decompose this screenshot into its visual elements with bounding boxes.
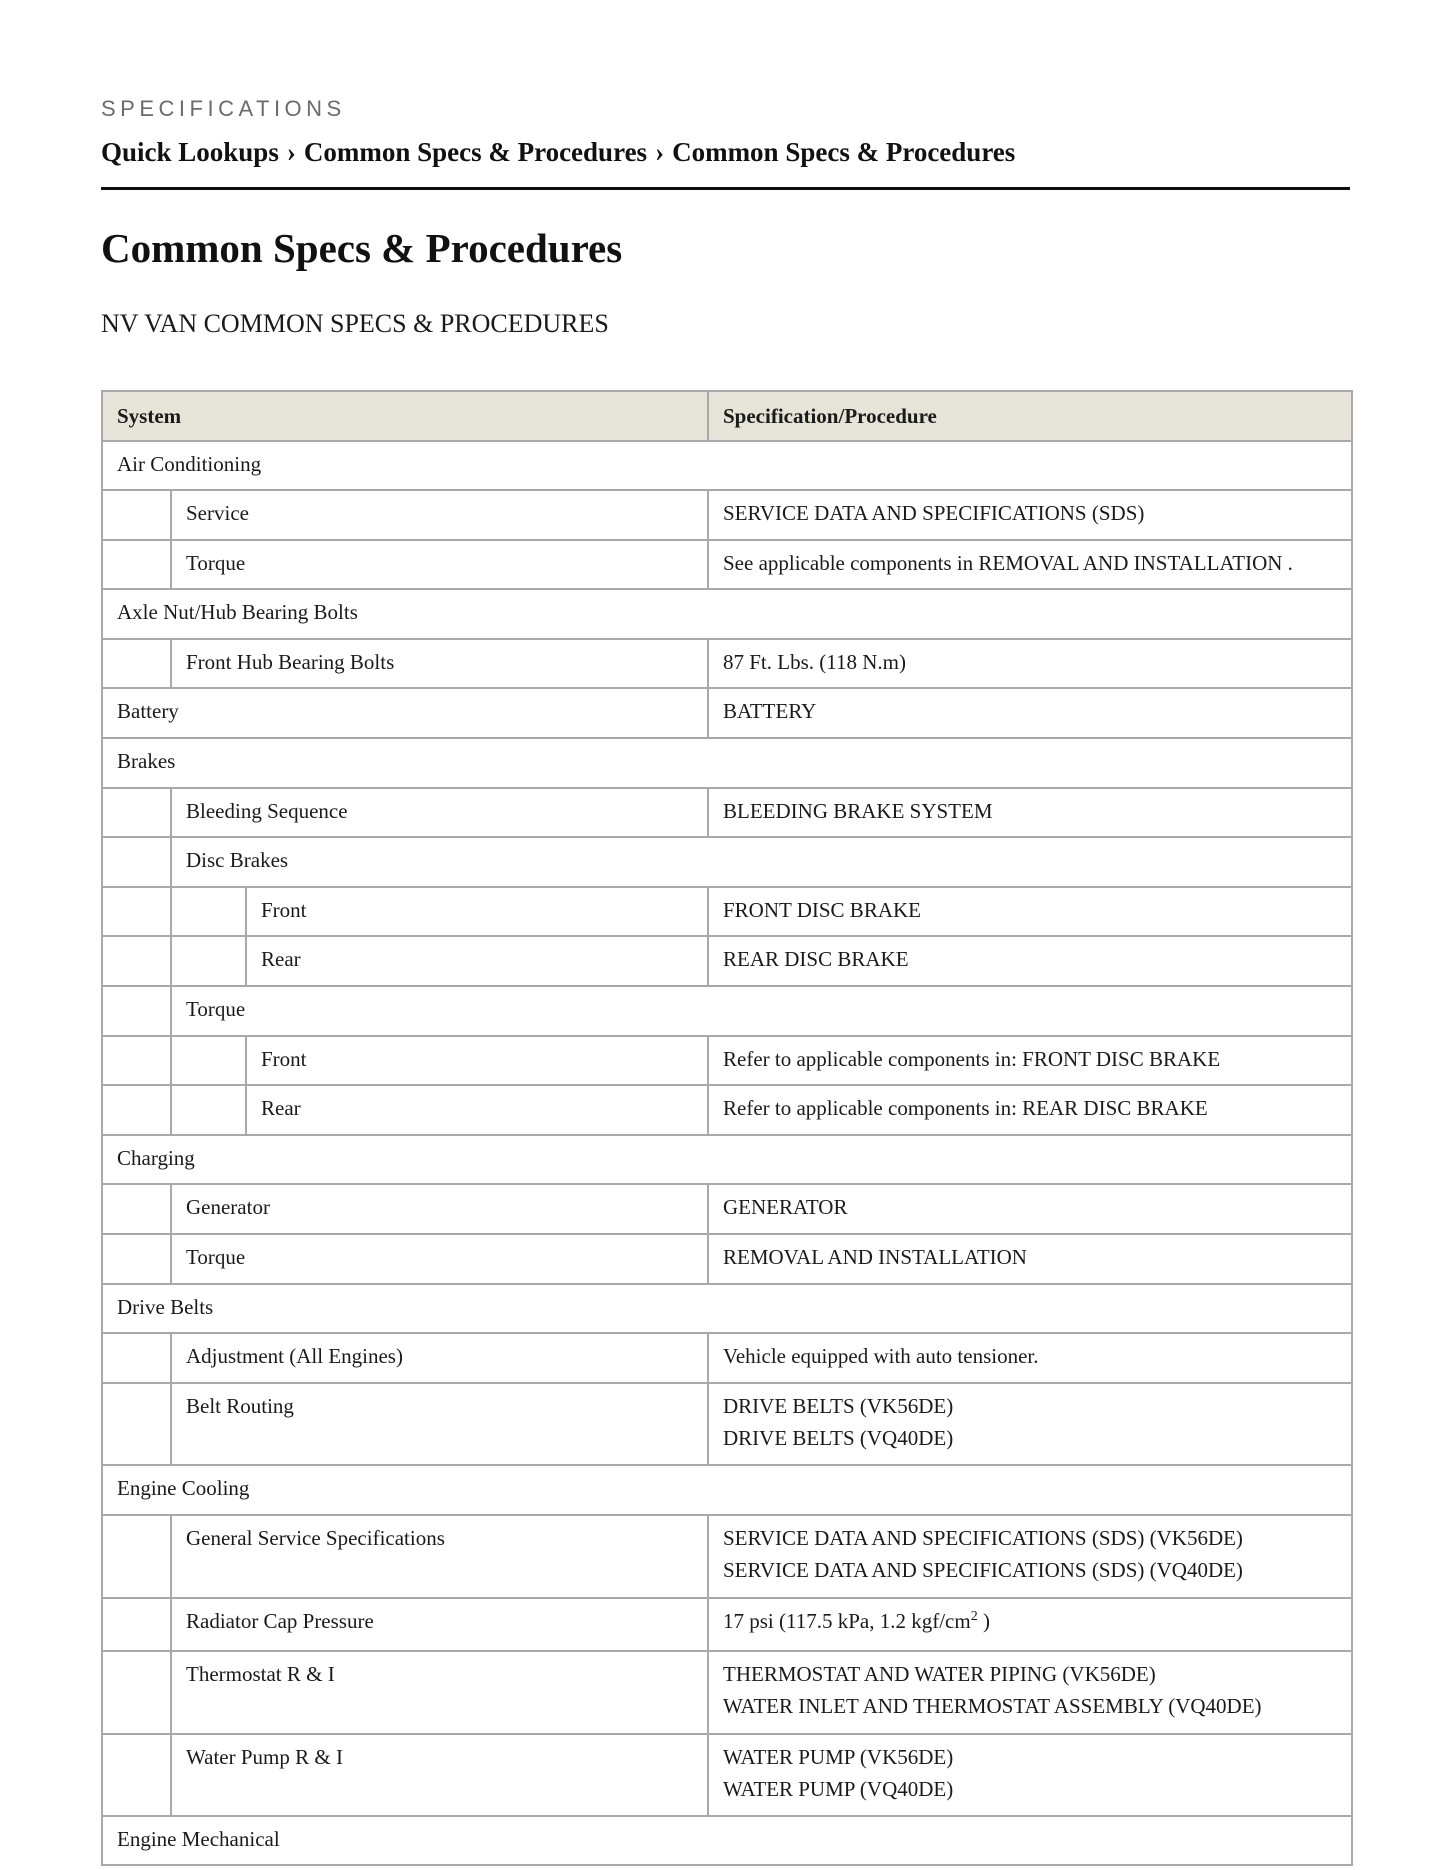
specification-cell — [708, 639, 1352, 688]
breadcrumb-item-quick-lookups[interactable]: Quick Lookups — [101, 137, 279, 167]
specification-line — [723, 1663, 1337, 1686]
specification-line — [723, 1610, 1337, 1633]
specification-text: FRONT DISC BRAKE — [723, 898, 921, 922]
system-cell: Service — [171, 490, 708, 540]
system-cell: Front — [246, 887, 708, 936]
indent-cell — [171, 1085, 246, 1135]
table-row — [102, 1135, 1352, 1184]
system-cell: Water Pump R & I — [171, 1734, 708, 1816]
table-row — [102, 1085, 1352, 1135]
table-row — [102, 936, 1352, 986]
specification-text: SERVICE DATA AND SPECIFICATIONS (SDS) (VK56DE) — [723, 1526, 1243, 1550]
specification-line — [723, 1778, 1337, 1801]
indent-cell — [102, 540, 171, 589]
indent-cell — [171, 887, 246, 936]
indent-cell — [102, 986, 171, 1036]
specification-text: BATTERY — [723, 699, 817, 723]
table-row — [102, 738, 1352, 788]
system-cell: General Service Specifications — [171, 1515, 708, 1598]
table-row — [102, 589, 1352, 639]
system-cell: Rear — [246, 1085, 708, 1135]
specification-cell — [708, 1184, 1352, 1234]
specification-cell — [708, 688, 1352, 738]
specification-text: Refer to applicable components in: REAR DISC BRAKE — [723, 1096, 1208, 1120]
page-subtitle: NV VAN COMMON SPECS & PROCEDURES — [101, 309, 609, 338]
specification-text: BLEEDING BRAKE SYSTEM — [723, 799, 993, 823]
specification-cell — [708, 887, 1352, 936]
system-cell: Belt Routing — [171, 1383, 708, 1465]
indent-cell — [102, 1383, 171, 1465]
indent-cell — [102, 1598, 171, 1651]
column-header-specification: Specification/Procedure — [708, 391, 1352, 441]
table-header-row — [102, 391, 1352, 441]
specification-line — [723, 552, 1337, 575]
indent-cell — [102, 1234, 171, 1284]
system-cell: Charging — [102, 1135, 1352, 1184]
unit-superscript: 2 — [970, 1609, 978, 1624]
specification-text: See applicable components in REMOVAL AND INSTALLATION . — [723, 551, 1293, 575]
table-row — [102, 887, 1352, 936]
table-row — [102, 639, 1352, 688]
system-cell: Disc Brakes — [171, 837, 1352, 887]
table-row — [102, 688, 1352, 738]
indent-cell — [102, 1184, 171, 1234]
system-cell: Generator — [171, 1184, 708, 1234]
specification-line — [723, 1097, 1337, 1120]
specification-line — [723, 800, 1337, 823]
indent-cell — [102, 639, 171, 688]
specification-cell — [708, 1651, 1352, 1734]
indent-cell — [102, 788, 171, 837]
table-row — [102, 788, 1352, 837]
specification-cell — [708, 1734, 1352, 1816]
specification-line — [723, 1427, 1337, 1450]
specification-line — [723, 651, 1337, 674]
page-title: Common Specs & Procedures — [101, 225, 623, 271]
indent-cell — [102, 1515, 171, 1598]
specification-line — [723, 1345, 1337, 1368]
specification-text: WATER INLET AND THERMOSTAT ASSEMBLY (VQ40DE) — [723, 1694, 1262, 1718]
specification-line — [723, 1048, 1337, 1071]
section-label: SPECIFICATIONS — [101, 96, 346, 121]
specification-text: SERVICE DATA AND SPECIFICATIONS (SDS) (VQ40DE) — [723, 1558, 1243, 1582]
specification-text: REAR DISC BRAKE — [723, 947, 909, 971]
table-row — [102, 1816, 1352, 1865]
table-row — [102, 1284, 1352, 1333]
indent-cell — [102, 1734, 171, 1816]
specification-text: WATER PUMP (VK56DE) — [723, 1745, 954, 1769]
specification-text: WATER PUMP (VQ40DE) — [723, 1777, 954, 1801]
table-row — [102, 1184, 1352, 1234]
system-cell: Engine Cooling — [102, 1465, 1352, 1515]
specification-line — [723, 899, 1337, 922]
specs-table — [101, 390, 1353, 1866]
indent-cell — [102, 887, 171, 936]
specification-text: GENERATOR — [723, 1195, 848, 1219]
table-row — [102, 1234, 1352, 1284]
specification-line — [723, 1246, 1337, 1269]
system-cell: Engine Mechanical — [102, 1816, 1352, 1865]
column-header-system: System — [102, 391, 708, 441]
system-cell: Rear — [246, 936, 708, 986]
specification-text: SERVICE DATA AND SPECIFICATIONS (SDS) — [723, 501, 1145, 525]
breadcrumb — [101, 137, 1015, 168]
specification-line — [723, 502, 1337, 525]
system-cell: Battery — [102, 688, 708, 738]
specification-cell — [708, 1333, 1352, 1383]
indent-cell — [102, 1085, 171, 1135]
specification-cell — [708, 490, 1352, 540]
system-cell: Drive Belts — [102, 1284, 1352, 1333]
specification-line — [723, 1695, 1337, 1718]
specification-line — [723, 700, 1337, 723]
header-divider — [101, 187, 1350, 190]
table-row — [102, 837, 1352, 887]
system-cell: Thermostat R & I — [171, 1651, 708, 1734]
breadcrumb-item-current: Common Specs & Procedures — [672, 137, 1016, 167]
specification-line — [723, 1527, 1337, 1550]
specification-line — [723, 1395, 1337, 1418]
system-cell: Front — [246, 1036, 708, 1085]
specification-cell — [708, 936, 1352, 986]
table-row — [102, 1598, 1352, 1651]
indent-cell — [102, 1036, 171, 1085]
specification-cell — [708, 788, 1352, 837]
table-row — [102, 1734, 1352, 1816]
specification-line — [723, 1559, 1337, 1582]
system-cell: Bleeding Sequence — [171, 788, 708, 837]
table-row — [102, 1465, 1352, 1515]
system-cell: Torque — [171, 1234, 708, 1284]
specs-table-body — [102, 441, 1352, 1865]
indent-cell — [102, 936, 171, 986]
system-cell: Torque — [171, 986, 1352, 1036]
specification-text: DRIVE BELTS (VQ40DE) — [723, 1426, 954, 1450]
specification-text: Vehicle equipped with auto tensioner. — [723, 1344, 1039, 1368]
indent-cell — [102, 1333, 171, 1383]
specification-text: 87 Ft. Lbs. (118 N.m) — [723, 650, 906, 674]
system-cell: Radiator Cap Pressure — [171, 1598, 708, 1651]
specification-cell — [708, 1085, 1352, 1135]
specification-cell — [708, 1515, 1352, 1598]
table-row — [102, 490, 1352, 540]
indent-cell — [171, 1036, 246, 1085]
table-row — [102, 1651, 1352, 1734]
table-row — [102, 1036, 1352, 1085]
system-cell: Axle Nut/Hub Bearing Bolts — [102, 589, 1352, 639]
system-cell: Adjustment (All Engines) — [171, 1333, 708, 1383]
specification-text: THERMOSTAT AND WATER PIPING (VK56DE) — [723, 1662, 1156, 1686]
specification-cell — [708, 1234, 1352, 1284]
indent-cell — [102, 837, 171, 887]
system-cell: Air Conditioning — [102, 441, 1352, 490]
table-row — [102, 1515, 1352, 1598]
system-cell: Torque — [171, 540, 708, 589]
breadcrumb-item-common-specs[interactable]: Common Specs & Procedures — [303, 137, 648, 167]
specification-line — [723, 1746, 1337, 1769]
system-cell: Brakes — [102, 738, 1352, 788]
specification-text: DRIVE BELTS (VK56DE) — [723, 1394, 954, 1418]
table-row — [102, 1383, 1352, 1465]
specification-suffix: ) — [977, 1609, 990, 1633]
indent-cell — [171, 936, 246, 986]
specification-cell — [708, 1036, 1352, 1085]
system-cell: Front Hub Bearing Bolts — [171, 639, 708, 688]
specification-cell — [708, 1383, 1352, 1465]
specification-line — [723, 1196, 1337, 1219]
specification-text: REMOVAL AND INSTALLATION — [723, 1245, 1027, 1269]
specification-cell — [708, 540, 1352, 589]
indent-cell — [102, 490, 171, 540]
breadcrumb-separator: › — [286, 137, 296, 167]
specification-cell — [708, 1598, 1352, 1651]
indent-cell — [102, 1651, 171, 1734]
table-row — [102, 441, 1352, 490]
table-row — [102, 986, 1352, 1036]
table-row — [102, 1333, 1352, 1383]
specification-line — [723, 948, 1337, 971]
specification-text: 17 psi (117.5 kPa, 1.2 kgf/cm — [723, 1609, 971, 1633]
table-row — [102, 540, 1352, 589]
specification-text: Refer to applicable components in: FRONT DISC BRAKE — [723, 1047, 1221, 1071]
breadcrumb-separator: › — [655, 137, 665, 167]
